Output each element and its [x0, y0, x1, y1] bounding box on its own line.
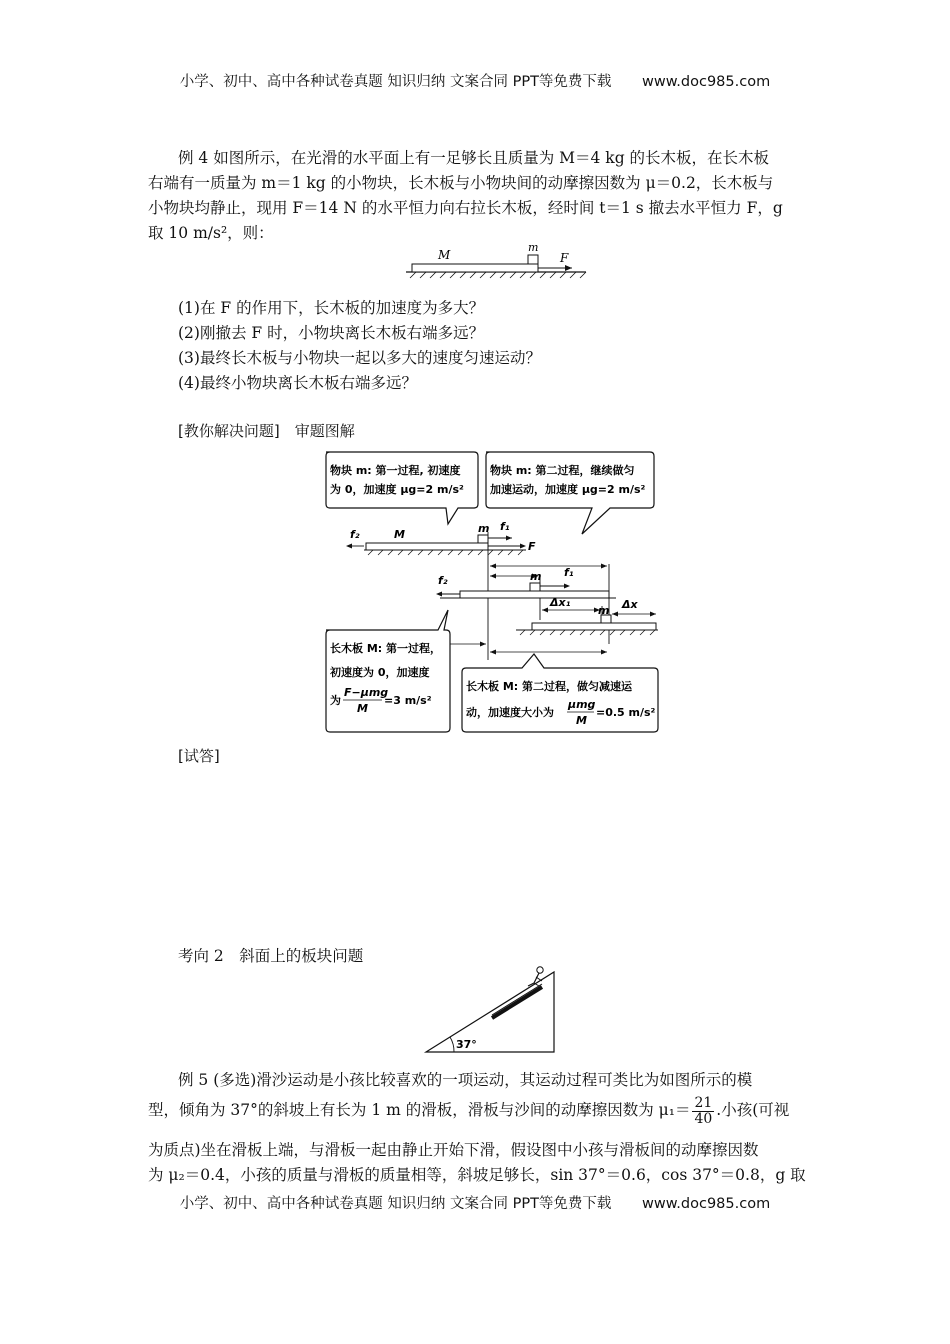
bubble3-line3a: 为 — [330, 694, 341, 707]
bubble4-frac-num: μmg — [568, 698, 596, 711]
mu1-fraction — [692, 1096, 714, 1126]
teach-title: [教你解决问题] 审题图解 — [178, 422, 355, 440]
bubble4-line1: 长木板 M: 第二过程，做匀减速运 — [466, 680, 633, 693]
mu1-numerator: 21 — [694, 1095, 713, 1111]
bubble2-line2: 加速运动，加速度 μg=2 m/s² — [490, 483, 646, 496]
bubble4-frac-den: M — [576, 714, 587, 727]
label-dx1: Δx₁ — [550, 596, 571, 609]
stage1-M: M — [394, 528, 405, 541]
question-3: (3)最终长木板与小物块一起以多大的速度匀速运动？ — [178, 349, 541, 367]
ex5-line-2b: .小孩(可视 — [716, 1101, 790, 1120]
ex4-line-3: 小物块均静止，现用 F＝14 N 的水平恒力向右拉长木板，经时间 t＝1 s 撤去水平恒力 F，g — [148, 199, 783, 217]
bubble1-line2: 为 0，加速度 μg=2 m/s² — [330, 483, 464, 496]
page-header — [0, 70, 950, 91]
slope-figure — [420, 964, 560, 1056]
label-dx: Δx — [622, 598, 638, 611]
ex4-line-2: 右端有一质量为 m＝1 kg 的小物块，长木板与小物块间的动摩擦因数为 μ＝0.2，长木板与 — [148, 174, 774, 192]
label-F: F — [560, 251, 569, 265]
question-2: (2)刚撤去 F 时，小物块离长木板右端多远？ — [178, 324, 485, 342]
board-block-figure — [400, 240, 590, 280]
bubble4-line2a: 动，加速度大小为 — [466, 706, 554, 719]
stage2-f1: f₁ — [564, 566, 574, 579]
stage2-m: m — [530, 570, 542, 583]
question-1: (1)在 F 的作用下，长木板的加速度为多大？ — [178, 299, 485, 317]
stage1-f2: f₂ — [350, 528, 360, 541]
header-site: www.doc985.com — [642, 74, 771, 90]
angle-label: 37° — [456, 1038, 477, 1051]
ex4-line-4: 取 10 m/s²，则： — [148, 224, 274, 242]
footer-site: www.doc985.com — [642, 1196, 771, 1212]
ex5-line-4: 为 μ₂＝0.4，小孩的质量与滑板的质量相等，斜坡足够长，sin 37°＝0.6，cos 37°＝0.8，g 取 — [148, 1166, 806, 1184]
label-m: m — [528, 241, 539, 254]
bubble2-line1: 物块 m: 第二过程，继续做匀 — [490, 464, 635, 477]
ex5-line-3: 为质点)坐在滑板上端，与滑板一起由静止开始下滑，假设图中小孩与滑板间的动摩擦因数 — [148, 1141, 759, 1159]
ex5-line-2a: 型，倾角为 37°的斜坡上有长为 1 m 的滑板，滑板与沙间的动摩擦因数为 μ₁＝ — [148, 1101, 691, 1120]
bubble3-line1: 长木板 M: 第一过程， — [330, 642, 442, 655]
ex5-line-1: 例 5 (多选)滑沙运动是小孩比较喜欢的一项运动，其运动过程可类比为如图所示的模 — [178, 1071, 753, 1089]
ex4-line-1: 例 4 如图所示，在光滑的水平面上有一足够长且质量为 M＝4 kg 的长木板，在长木板 — [178, 149, 770, 167]
stage3-m: m — [598, 604, 610, 617]
stage1-f1: f₁ — [500, 520, 510, 533]
footer-text: 小学、初中、高中各种试卷真题 知识归纳 文案合同 PPT等免费下载 — [179, 1196, 612, 1212]
analysis-diagram — [320, 446, 665, 736]
bubble1-line1: 物块 m: 第一过程, 初速度 — [330, 464, 461, 477]
page-footer — [0, 1192, 950, 1213]
stage1-m: m — [478, 522, 490, 535]
section-title: 考向 2 斜面上的板块问题 — [178, 947, 364, 965]
mu1-denominator: 40 — [694, 1110, 713, 1127]
question-4: (4)最终小物块离长木板右端多远？ — [178, 374, 417, 392]
stage2-f2: f₂ — [438, 574, 448, 587]
header-text: 小学、初中、高中各种试卷真题 知识归纳 文案合同 PPT等免费下载 — [179, 74, 612, 90]
ex5-line-2 — [148, 1096, 789, 1126]
bubble4-line2b: =0.5 m/s² — [596, 706, 656, 719]
bubble3-line2: 初速度为 0，加速度 — [330, 666, 430, 679]
label-M: M — [438, 248, 451, 262]
stage1-F: F — [528, 540, 536, 553]
try-answer-label: [试答] — [178, 747, 220, 765]
bubble3-frac-num: F−μmg — [344, 686, 389, 699]
bubble3-frac-den: M — [357, 702, 368, 715]
bubble3-line3b: =3 m/s² — [384, 694, 432, 707]
